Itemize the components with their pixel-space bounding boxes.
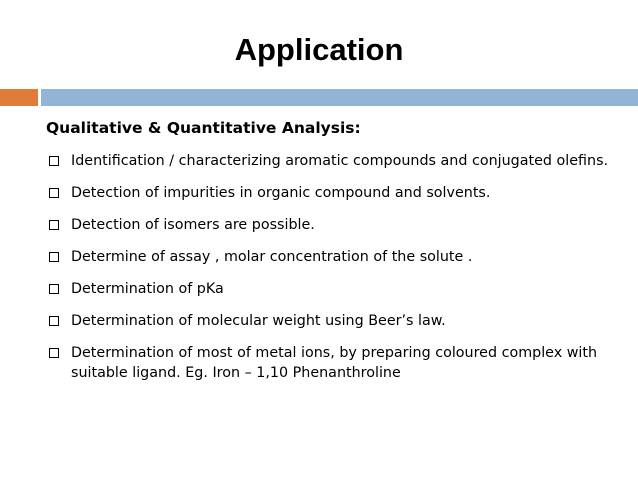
accent-bar-orange	[0, 89, 38, 106]
bullet-item-impurities	[46, 183, 616, 203]
bullet-item-pka	[46, 279, 616, 299]
bullet-item-identification	[46, 151, 616, 171]
square-bullet-icon	[49, 284, 59, 294]
bullet-text: Detection of isomers are possible.	[71, 217, 315, 233]
square-bullet-icon	[49, 188, 59, 198]
bullet-item-isomers	[46, 215, 616, 235]
accent-bar-blue	[41, 89, 638, 106]
bullet-list	[46, 151, 616, 395]
bullet-item-metal-ions	[46, 343, 616, 383]
section-subheading: Qualitative & Quantitative Analysis:	[46, 119, 361, 137]
square-bullet-icon	[49, 220, 59, 230]
bullet-text: Determination of most of metal ions, by preparing coloured complex with suitable ligand. Eg. Iron – 1,10 Phenanthroline	[71, 345, 598, 381]
bullet-item-assay	[46, 247, 616, 267]
bullet-text: Determination of pKa	[71, 281, 224, 297]
bullet-item-molecular-weight	[46, 311, 616, 331]
square-bullet-icon	[49, 316, 59, 326]
square-bullet-icon	[49, 348, 59, 358]
bullet-text: Determine of assay , molar concentration of the solute .	[71, 249, 473, 265]
square-bullet-icon	[49, 252, 59, 262]
bullet-text: Identification / characterizing aromatic compounds and conjugated olefins.	[71, 153, 609, 169]
square-bullet-icon	[49, 156, 59, 166]
bullet-text: Determination of molecular weight using Beer’s law.	[71, 313, 446, 329]
slide-title: Application	[234, 32, 404, 67]
bullet-text: Detection of impurities in organic compound and solvents.	[71, 185, 491, 201]
